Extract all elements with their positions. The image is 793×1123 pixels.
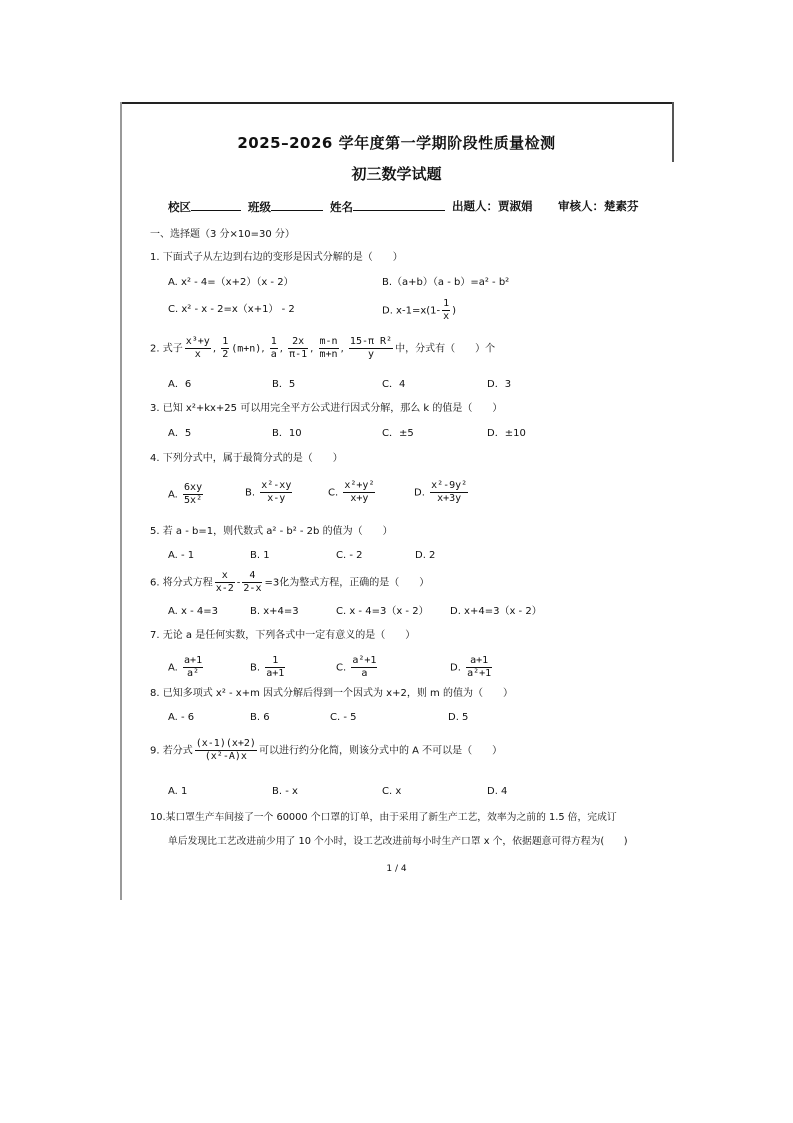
q2-option-a: A．6 xyxy=(168,379,192,390)
q9-option-c: C. x xyxy=(382,786,402,797)
q5-option-a: A. - 1 xyxy=(168,550,195,561)
q2-frac-6: $\frac{\text{15-π R²}}{y}$ xyxy=(349,336,393,360)
q2-option-b: B．5 xyxy=(272,379,296,390)
q4-option-c: C. $\frac{\text{x²+y²}}{x+y}$ xyxy=(328,480,375,504)
left-border xyxy=(120,102,122,900)
q7-option-a: A. $\frac{a+1}{\text{a²}}$ xyxy=(168,655,203,679)
q3-option-b: B．10 xyxy=(272,428,302,439)
q3-option-d: D．±10 xyxy=(487,428,526,439)
q5-option-d: D. 2 xyxy=(415,550,436,561)
q2-option-d: D．3 xyxy=(487,379,512,390)
top-border xyxy=(120,102,673,104)
class-label: 班级 xyxy=(248,198,323,215)
q7-option-c: C. $\frac{\text{a²+1}}{a}$ xyxy=(336,655,377,679)
q9-option-b: B. - x xyxy=(272,786,298,797)
q9-stem: 9. 若分式 $\frac{(x-1)(x+2)}{\text{(x²-A)x}}$ 可以进行约分化简，则该分式中的 A 不可以是（ ） xyxy=(150,738,503,762)
q10-line-1: 10.某口罩生产车间接了一个 60000 个口罩的订单，由于采用了新生产工艺，效率为之前的 1.5 倍，完成订 xyxy=(150,812,617,823)
q8-option-b: B. 6 xyxy=(250,712,270,723)
q4-option-b: B. $\frac{\text{x²-xy}}{x-y}$ xyxy=(245,480,292,504)
q10-line-2: 单后发现比工艺改进前少用了 10 个小时，设工艺改进前每小时生产口罩 x 个，依据题意可得方程为( ) xyxy=(168,836,628,847)
q9-option-a: A. 1 xyxy=(168,786,188,797)
q3-stem: 3. 已知 x²+kx+25 可以用完全平方公式进行因式分解，那么 k 的值是（ ） xyxy=(150,403,503,414)
q8-stem: 8. 已知多项式 x² - x+m 因式分解后得到一个因式为 x+2，则 m 的值为（ ） xyxy=(150,688,513,699)
q2-frac-1: $\frac{\text{x³+y}}{x}$ xyxy=(185,336,210,360)
q6-option-a: A. x - 4=3 xyxy=(168,606,219,617)
q4-option-a: A. $\frac{6xy}{\text{5x²}}$ xyxy=(168,482,203,506)
q1-option-a: A. x² - 4=（x+2）（x - 2） xyxy=(168,277,294,288)
q2-frac-4: $\frac{2x}{\pi-1}$ xyxy=(289,336,308,360)
q6-option-d: D. x+4=3（x - 2） xyxy=(450,606,542,617)
q7-option-b: B. $\frac{1}{a+1}$ xyxy=(250,655,285,679)
reviewer-label: 审核人：楚素芬 xyxy=(558,199,639,213)
q1-stem: 1. 下面式子从左边到右边的变形是因式分解的是（ ） xyxy=(150,252,403,263)
page-number: 1 / 4 xyxy=(386,864,407,874)
q2-option-c: C．4 xyxy=(382,379,406,390)
q4-stem: 4. 下列分式中，属于最简分式的是（ ） xyxy=(150,453,343,464)
q3-option-c: C．±5 xyxy=(382,428,414,439)
q9-option-d: D. 4 xyxy=(487,786,508,797)
q4-option-d: D. $\frac{\text{x²-9y²}}{x+3y}$ xyxy=(414,480,468,504)
q5-option-c: C. - 2 xyxy=(336,550,363,561)
q1-option-b: B.（a+b）（a - b）=a² - b² xyxy=(382,277,510,288)
name-label: 姓名 xyxy=(330,198,445,215)
q5-stem: 5. 若 a - b=1，则代数式 a² - b² - 2b 的值为（ ） xyxy=(150,526,393,537)
author-label: 出题人：贾淑娟 xyxy=(452,199,533,213)
q1-option-d: D. x-1=x(1- $\frac{1}{x}$ ) xyxy=(382,298,457,322)
q6-option-c: C. x - 4=3（x - 2） xyxy=(336,606,429,617)
q3-option-a: A．5 xyxy=(168,428,192,439)
section-heading: 一、选择题（3 分×10=30 分） xyxy=(150,229,295,240)
q5-option-b: B. 1 xyxy=(250,550,270,561)
q2-frac-3: $\frac{1}{a}$ xyxy=(270,336,277,360)
q8-option-a: A. - 6 xyxy=(168,712,195,723)
q7-stem: 7. 无论 a 是任何实数，下列各式中一定有意义的是（ ） xyxy=(150,630,416,641)
q8-option-d: D. 5 xyxy=(448,712,469,723)
q1-option-c: C. x² - x - 2=x（x+1） - 2 xyxy=(168,304,295,315)
q8-option-c: C. - 5 xyxy=(330,712,357,723)
q6-option-b: B. x+4=3 xyxy=(250,606,299,617)
q2-frac-5: $\frac{m-n}{m+n}$ xyxy=(319,336,338,360)
q2-stem: 2. 式子 $\frac{\text{x³+y}}{x}$ , $\frac{1}{2}$ (m+n), $\frac{1}{a}$ , $\frac{2x}{\pi-1}$ , $\frac{m-n}{m+n}$ , $\frac{\text{15-π R²}}{y}$ 中，分式有（ ）个 xyxy=(150,336,496,360)
exam-subtitle: 初三数学试题 xyxy=(351,165,442,183)
exam-title: 2025–2026 学年度第一学期阶段性质量检测 xyxy=(237,134,556,152)
q6-stem: 6. 将分式方程 $\frac{x}{x-2}$ - $\frac{4}{2-x}$ =3化为整式方程，正确的是（ ） xyxy=(150,570,430,594)
q7-option-d: D. $\frac{a+1}{\text{a²+1}}$ xyxy=(450,655,492,679)
campus-label: 校区 xyxy=(168,198,241,215)
q2-frac-2: $\frac{1}{2}$ xyxy=(222,336,229,360)
